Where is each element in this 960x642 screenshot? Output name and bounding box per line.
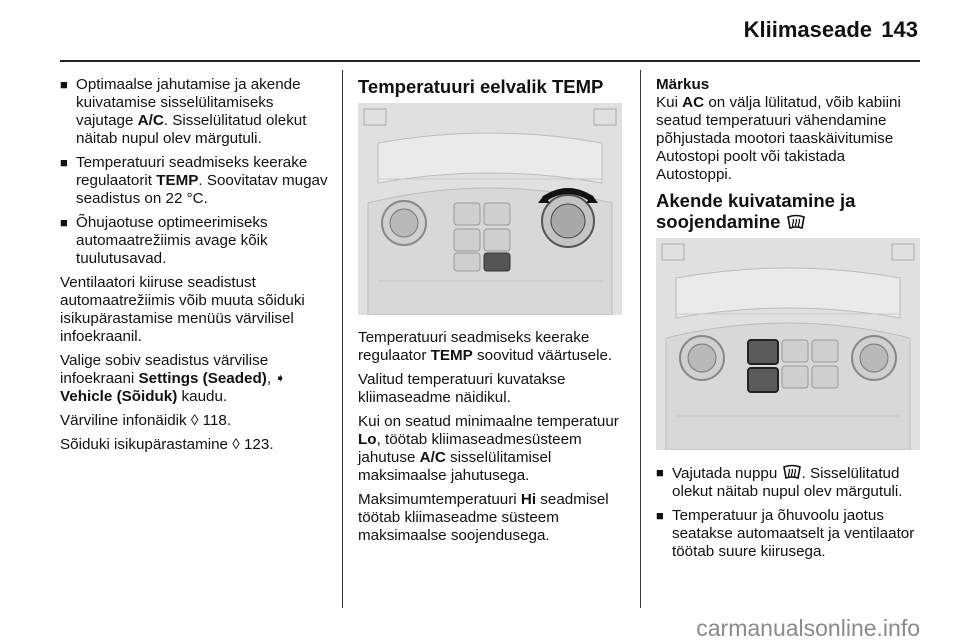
- cross-reference-link[interactable]: Värviline infonäidik ◊ 118.: [60, 412, 232, 429]
- climate-panel-defrost-illustration: [656, 238, 920, 450]
- temp-paragraph-4: Maksimumtemperatuuri Hi seadmisel töötab kliimaseadme süsteem maksimaalse soojendusega.: [358, 491, 609, 544]
- bullet-marker: ■: [656, 465, 664, 480]
- column-3: [656, 76, 922, 567]
- bullet-ac: ■ Optimaalse jahutamise ja akende kuivatamise sisselülitamiseks vajutage A/C. Sisselülitatud olekut näitab nupul olev märgutuli.: [60, 76, 307, 147]
- cross-reference-link[interactable]: Sõiduki isikupärastamine ◊ 123.: [60, 436, 274, 453]
- fan-speed-paragraph: Ventilaatori kiiruse seadistust automaatrežiimis võib muuta sõiduki isikupärastamise menüüs värvilisel infoekraanil.: [60, 274, 305, 345]
- settings-paragraph: Valige sobiv seadistus värvilise infoekraani Settings (Seaded), ➧ Vehicle (Sõiduk) kaudu.: [60, 352, 286, 405]
- bullet-marker: ■: [656, 508, 664, 523]
- column-2: [358, 76, 628, 551]
- temp-paragraph-3: Kui on seatud minimaalne temperatuur Lo, töötab kliimaseadmesüsteem jahutuse A/C sisselülitamisel maksimaalse jahutusega.: [358, 413, 619, 484]
- defrost-button-drawing: [656, 238, 920, 450]
- windscreen-defrost-icon: [786, 214, 806, 230]
- page-ref-icon: ◊: [232, 436, 240, 453]
- bullet-temp: ■ Temperatuuri seadmiseks keerake regulaatorit TEMP. Soovitatav mugav seadistus on 22 °C.: [60, 154, 328, 207]
- arrow-right-icon: ➧: [275, 371, 286, 385]
- windscreen-defrost-icon: [782, 464, 802, 480]
- page-header: [0, 0, 960, 60]
- page-ref-icon: ◊: [190, 412, 199, 429]
- note-title: Märkus: [656, 76, 710, 93]
- bullet-auto-distribution: ■ Temperatuur ja õhuvoolu jaotus seatakse automaatselt ja ventilaator töötab suure kiirusega.: [656, 507, 915, 560]
- temp-dial-drawing: [358, 103, 622, 315]
- bullet-vents: ■ Õhujaotuse optimeerimiseks automaatrežiimis avage kõik tuulutusavad.: [60, 214, 268, 267]
- section-heading-temp: Temperatuuri eelvalik TEMP: [358, 76, 604, 97]
- watermark: carmanualsonline.info: [696, 615, 920, 641]
- section-title: Kliimaseade: [743, 17, 872, 42]
- bullet-marker: ■: [60, 77, 68, 92]
- section-heading-defrost: Akende kuivatamine ja soojendamine: [656, 190, 856, 232]
- column-divider-1: [342, 70, 343, 608]
- bullet-defrost-button: ■ Vajutada nuppu . Sisselülitatud olekut näitab nupul olev märgutuli.: [656, 465, 903, 500]
- column-1: [60, 76, 330, 460]
- note-text: Kui AC on välja lülitatud, võib kabiini seatud temperatuuri vähendamine põhjustada mootori taaskäivitumise Autostopi poolt või takistada Autostoppi.: [656, 94, 901, 183]
- temp-paragraph-2: Valitud temperatuuri kuvatakse kliimaseadme näidikul.: [358, 371, 566, 406]
- temp-paragraph-1: Temperatuuri seadmiseks keerake regulaator TEMP soovitud väärtusele.: [358, 329, 613, 364]
- bullet-marker: ■: [60, 155, 68, 170]
- bullet-marker: ■: [60, 215, 68, 230]
- climate-panel-temp-illustration: [358, 103, 622, 315]
- header-rule: [60, 60, 920, 62]
- column-divider-2: [640, 70, 641, 608]
- page-number: 143: [881, 17, 918, 42]
